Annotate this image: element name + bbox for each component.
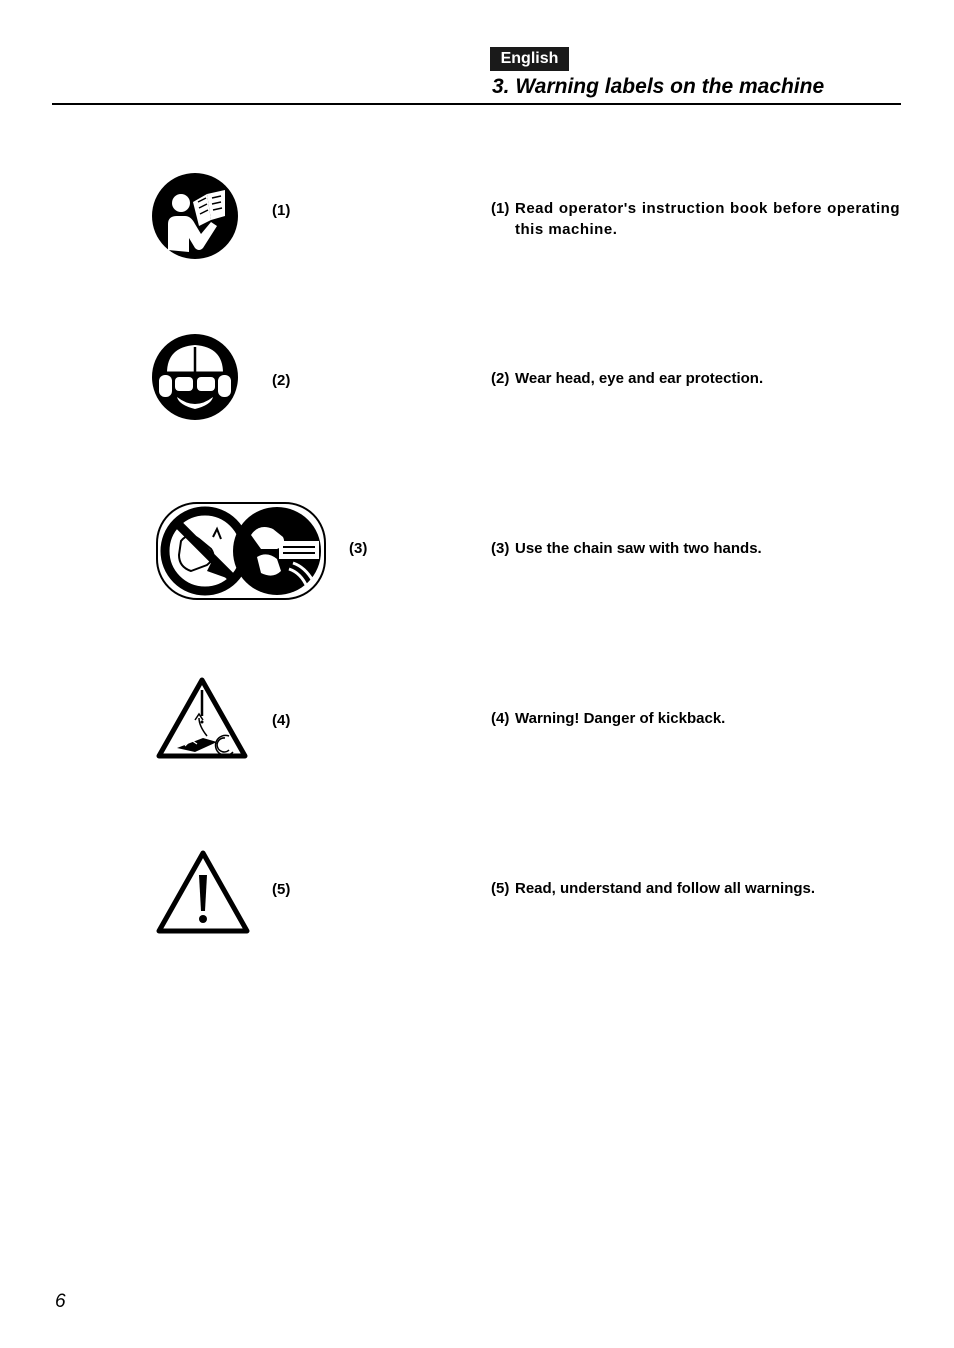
label-description-number-4: (4) [491,710,510,727]
label-description-text-5: Read, understand and follow all warnings. [515,880,816,897]
label-description-text-2: Wear head, eye and ear protection. [515,370,764,387]
language-badge: English [490,47,569,71]
kickback-warning-icon [155,676,249,760]
label-description-2 [491,368,900,389]
two-hands-chainsaw-icon [155,501,327,601]
label-description-number-2: (2) [491,370,510,387]
label-description-5 [491,878,900,899]
label-description-number-3: (3) [491,540,510,557]
label-description-3 [491,538,900,559]
page-title: 3. Warning labels on the machine [492,75,825,98]
label-description-text-3: Use the chain saw with two hands. [515,540,762,557]
label-description-number-1: (1) [491,200,510,217]
label-description-text-4: Warning! Danger of kickback. [515,710,726,727]
header-divider [52,103,901,105]
head-eye-ear-protection-icon [151,333,239,421]
label-number-5: (5) [272,881,291,898]
label-number-2: (2) [272,372,291,389]
read-manual-icon [151,172,239,260]
label-number-4: (4) [272,712,291,729]
label-description-4 [491,708,900,729]
label-description-number-5: (5) [491,880,510,897]
label-number-3: (3) [349,540,368,557]
label-number-1: (1) [272,202,291,219]
label-description-1 [491,198,900,240]
page-number: 6 [55,1291,66,1312]
label-description-text-1: Read operator's instruction book before operating this machine. [515,200,900,238]
general-warning-icon [155,849,251,935]
